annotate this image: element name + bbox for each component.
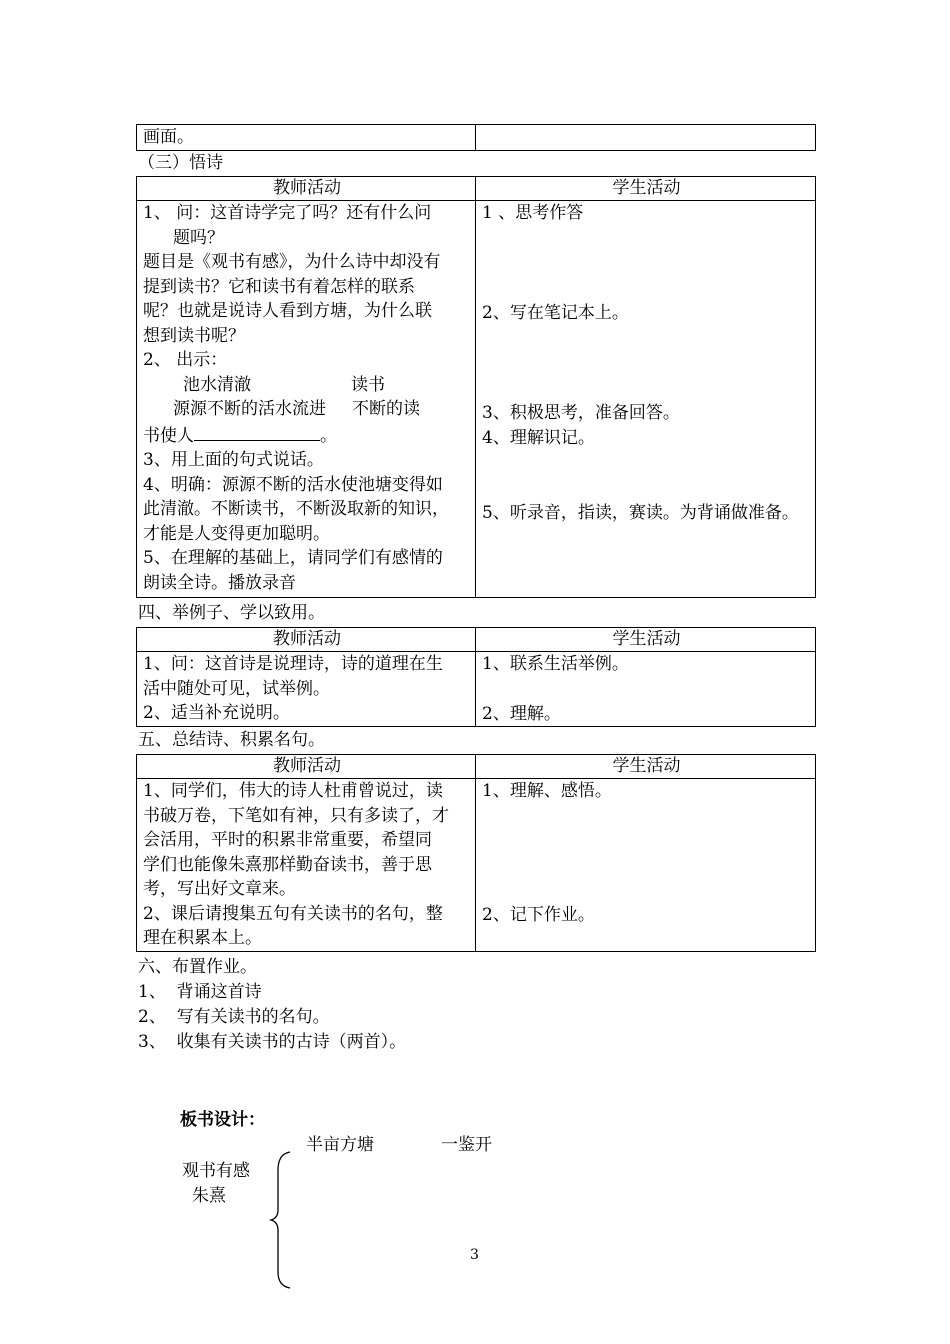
board-author: 朱熹 <box>192 1186 226 1206</box>
page-number: 3 <box>470 1247 479 1263</box>
student-activity-cell: 1 、思考作答 2、写在笔记本上。 3、积极思考，准备回答。 4、理解识记。 5、听录音，指读，赛读。为背诵做准备。 <box>476 201 816 598</box>
board-line-1b: 一鉴开 <box>441 1135 492 1155</box>
teacher-activity-cell: 1、问：这首诗是说理诗，诗的道理在生 活中随处可见，试举例。 2、适当补充说明。 <box>137 652 476 727</box>
continuation-table <box>136 124 816 151</box>
student-activity-header: 学生活动 <box>476 755 816 779</box>
teacher-activity-header: 教师活动 <box>137 177 476 201</box>
left-brace <box>268 1150 298 1290</box>
teacher-activity-cell: 1、 问：这首诗学完了吗？还有什么问 题吗？ 题目是《观书有感》，为什么诗中却没有 提到读书？它和读书有着怎样的联系 呢？也就是说诗人看到方塘，为什么联 想到读书呢？ 2、 出示： 池水清澈 读书 源源不断的活水流进 不断的读 书使人 。 3、用上面的句式说话。 4、明确：源源不断的活水使池塘变得如 此清澈。不断读书，不断汲取新的知识， 才能是人变得更加聪明。 5、在理解的基础上，请同学们有感情的 朗读全诗。播放录音 <box>137 201 476 598</box>
board-design-title: 板书设计： <box>180 1110 265 1130</box>
section-4-heading: 四、举例子、学以致用。 <box>138 603 325 623</box>
section-3-table <box>136 176 816 598</box>
homework-item: 3、 收集有关读书的古诗（两首）。 <box>138 1032 407 1052</box>
section-3-heading: （三）悟诗 <box>138 153 223 173</box>
student-activity-cell: 1、理解、感悟。 2、记下作业。 <box>476 779 816 952</box>
student-activity-header: 学生活动 <box>476 628 816 652</box>
homework-item: 2、 写有关读书的名句。 <box>138 1007 330 1027</box>
continuation-left-cell: 画面。 <box>137 125 476 151</box>
board-line-1a: 半亩方塘 <box>306 1135 374 1155</box>
homework-item: 1、 背诵这首诗 <box>138 982 262 1002</box>
section-4-table <box>136 627 816 727</box>
fill-in-blank <box>194 422 320 441</box>
teacher-activity-header: 教师活动 <box>137 628 476 652</box>
section-5-heading: 五、总结诗、积累名句。 <box>138 730 325 750</box>
teacher-activity-header: 教师活动 <box>137 755 476 779</box>
teacher-activity-cell: 1、同学们，伟大的诗人杜甫曾说过，读 书破万卷，下笔如有神，只有多读了，才 会活用，平时的积累非常重要，希望同 学们也能像朱熹那样勤奋读书，善于思 考，写出好文章来。 2、课后请搜集五句有关读书的名句，整 理在积累本上。 <box>137 779 476 952</box>
continuation-right-cell <box>476 125 816 151</box>
section-6-heading: 六、布置作业。 <box>138 957 257 977</box>
student-activity-cell: 1、联系生活举例。 2、理解。 <box>476 652 816 727</box>
board-poem-title: 观书有感 <box>182 1161 250 1181</box>
section-5-table <box>136 754 816 952</box>
student-activity-header: 学生活动 <box>476 177 816 201</box>
